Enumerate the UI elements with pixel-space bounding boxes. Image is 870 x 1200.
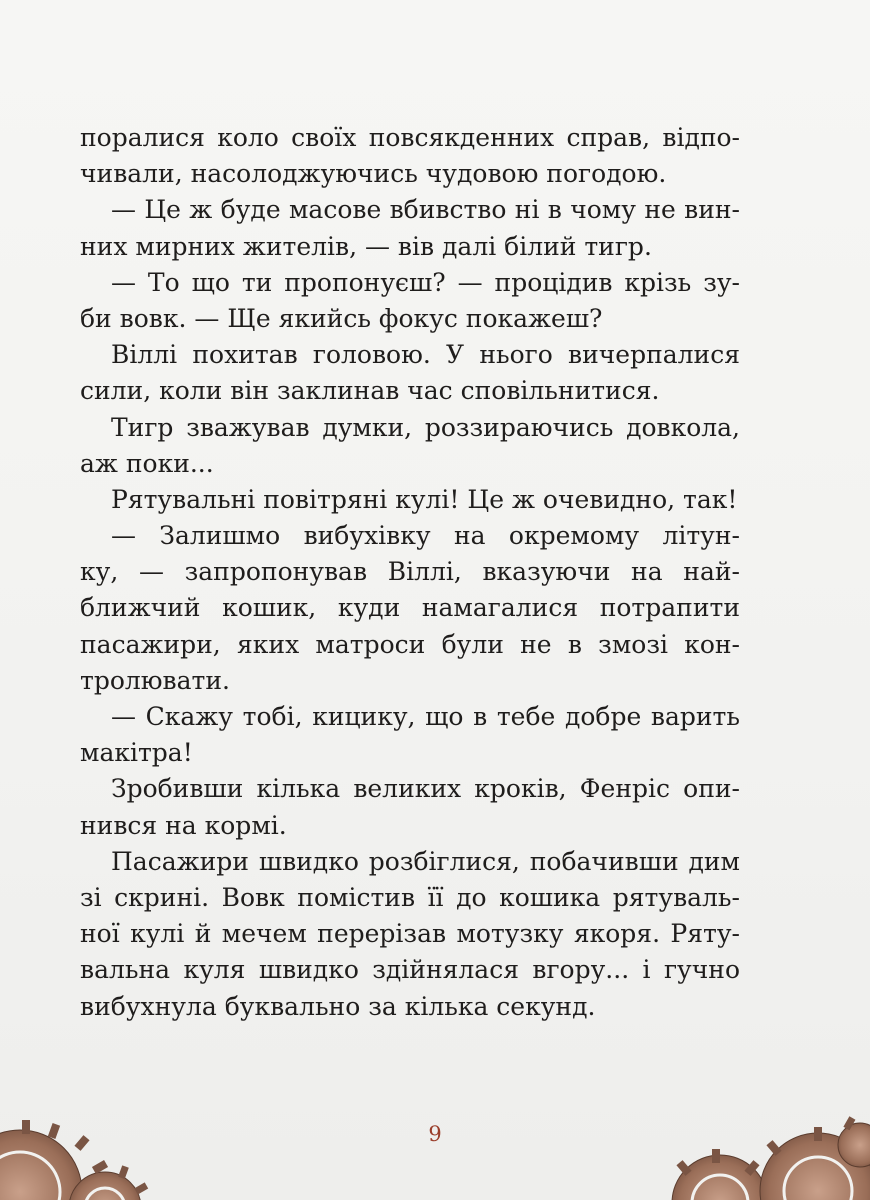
page-number: 9 [428,1122,442,1146]
text-line: чивали, насолоджуючись чудовою погодою. [80,159,667,189]
text-line: Пасажири швидко розбіглися, побачивши дим [111,846,740,876]
text-line: Віллі похитав головою. У нього вичерпалися [111,340,740,370]
text-line: Рятувальні повітряні кулі! Це ж очевидно, так! [111,484,738,514]
text-line: ку, — запропонував Віллі, вказуючи на най- [80,557,740,587]
text-line: — Це ж буде масове вбивство ні в чому не вин- [111,195,740,225]
text-line: аж поки... [80,448,214,478]
gear-cluster-icon [650,1105,870,1200]
text-line: них мирних жителів, — вів далі білий тигр. [80,231,652,261]
text-line: сили, коли він заклинав час сповільнитися. [80,376,660,406]
text-line: зі скрині. Вовк помістив її до кошика рятуваль- [80,882,740,912]
text-line: пасажири, яких матроси були не в змозі кон- [80,629,740,659]
text-line: поралися коло своїх повсякденних справ, відпо- [80,123,740,152]
text-line: — Залишмо вибухівку на окремому літун- [111,521,740,551]
text-line: нився на кормі. [80,810,287,840]
text-line: вибухнула буквально за кілька секунд. [80,991,596,1021]
text-line: Тигр зважував думки, роззираючись довкола, [111,412,740,442]
gear-cluster-icon [0,1080,150,1200]
page-body-text [80,120,740,1025]
text-line: — Скажу тобі, кицику, що в тебе добре варить [111,702,740,731]
text-line: ближчий кошик, куди намагалися потрапити [80,593,740,623]
text-line: ної кулі й мечем перерізав мотузку якоря. Ряту- [80,919,740,949]
text-line: би вовк. — Ще якийсь фокус покажеш? [80,303,603,333]
text-line: тролювати. [80,665,230,695]
text-line: — То що ти пропонуєш? — процідив крізь зу- [111,267,740,297]
text-line: вальна куля швидко здійнялася вгору... і гучно [80,955,740,985]
text-line: макітра! [80,738,193,768]
text-line: Зробивши кілька великих кроків, Фенріс опи- [111,774,740,804]
